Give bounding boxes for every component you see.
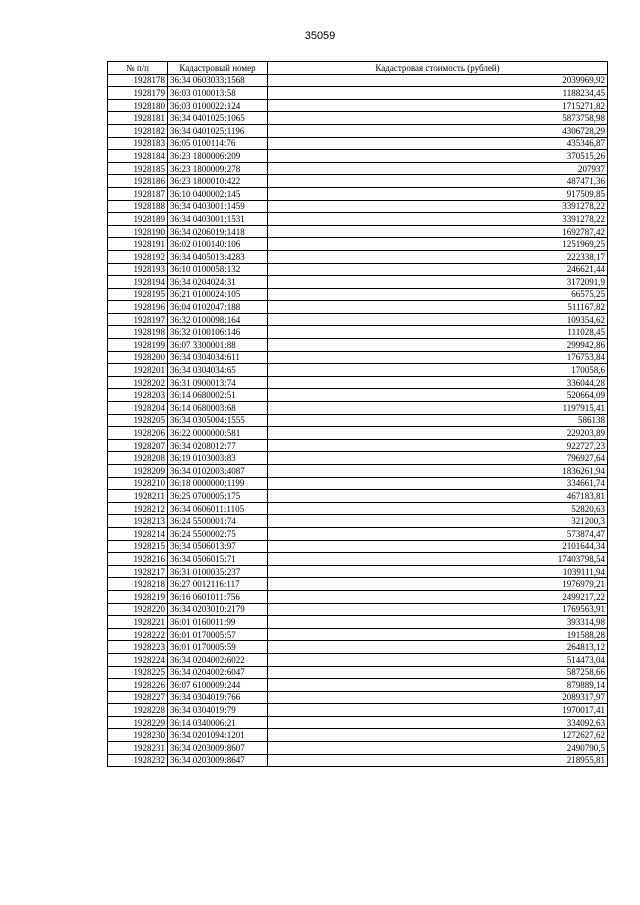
cadastral-value-cell: 264813,12 — [268, 641, 608, 654]
row-number-cell: 1928184 — [108, 150, 168, 163]
cadastral-value-cell: 586138 — [268, 414, 608, 427]
cadastral-value-cell: 334661,74 — [268, 477, 608, 490]
cadastral-number-cell: 36:10 0100058:132 — [168, 263, 268, 276]
cadastral-number-cell: 36:34 0603033:1568 — [168, 74, 268, 87]
table-row — [108, 326, 608, 339]
cadastral-value-cell: 1836261,94 — [268, 465, 608, 478]
cadastral-value-cell: 334092,63 — [268, 716, 608, 729]
row-number-cell: 1928190 — [108, 225, 168, 238]
row-number-cell: 1928230 — [108, 729, 168, 742]
table-row — [108, 213, 608, 226]
table-row — [108, 276, 608, 289]
cadastral-number-cell: 36:32 0100106:146 — [168, 326, 268, 339]
row-number-cell: 1928209 — [108, 465, 168, 478]
table-row — [108, 691, 608, 704]
table-row — [108, 666, 608, 679]
table-row — [108, 679, 608, 692]
table-row — [108, 288, 608, 301]
row-number-cell: 1928193 — [108, 263, 168, 276]
cadastral-value-cell: 1976979,21 — [268, 578, 608, 591]
row-number-cell: 1928211 — [108, 490, 168, 503]
cadastral-number-cell: 36:34 0304034:611 — [168, 351, 268, 364]
cadastral-number-cell: 36:34 0403001:1531 — [168, 213, 268, 226]
cadastral-number-cell: 36:31 0100035:237 — [168, 565, 268, 578]
table-row — [108, 754, 608, 767]
column-header-cadastral-number: Кадастровый номер — [168, 62, 268, 75]
cadastral-number-cell: 36:14 0680002:51 — [168, 389, 268, 402]
table-row — [108, 477, 608, 490]
row-number-cell: 1928202 — [108, 376, 168, 389]
column-header-number: № п/п — [108, 62, 168, 75]
table-row — [108, 616, 608, 629]
row-number-cell: 1928179 — [108, 87, 168, 100]
table-row — [108, 729, 608, 742]
row-number-cell: 1928207 — [108, 439, 168, 452]
table-row — [108, 87, 608, 100]
cadastral-value-cell: 176753,84 — [268, 351, 608, 364]
cadastral-value-cell: 796927,64 — [268, 452, 608, 465]
cadastral-value-cell: 207937 — [268, 162, 608, 175]
table-body — [108, 74, 608, 767]
table-row — [108, 351, 608, 364]
row-number-cell: 1928200 — [108, 351, 168, 364]
row-number-cell: 1928217 — [108, 565, 168, 578]
table-row — [108, 112, 608, 125]
row-number-cell: 1928189 — [108, 213, 168, 226]
cadastral-value-cell: 1039111,94 — [268, 565, 608, 578]
cadastral-number-cell: 36:34 0206019:1418 — [168, 225, 268, 238]
row-number-cell: 1928224 — [108, 653, 168, 666]
table-row — [108, 402, 608, 415]
cadastral-number-cell: 36:01 0160011:99 — [168, 616, 268, 629]
row-number-cell: 1928191 — [108, 238, 168, 251]
cadastral-value-cell: 109354,62 — [268, 313, 608, 326]
cadastral-number-cell: 36:34 0102003:4087 — [168, 465, 268, 478]
table-row — [108, 439, 608, 452]
row-number-cell: 1928221 — [108, 616, 168, 629]
table-row — [108, 603, 608, 616]
table-row — [108, 187, 608, 200]
row-number-cell: 1928220 — [108, 603, 168, 616]
cadastral-value-cell: 917509,85 — [268, 187, 608, 200]
cadastral-value-cell: 2089317,97 — [268, 691, 608, 704]
row-number-cell: 1928186 — [108, 175, 168, 188]
column-header-cadastral-value: Кадастровая стоимость (рублей) — [268, 62, 608, 75]
cadastral-number-cell: 36:34 0203009:8607 — [168, 742, 268, 755]
table-header-row — [108, 62, 608, 75]
row-number-cell: 1928185 — [108, 162, 168, 175]
cadastral-value-cell: 3391278,22 — [268, 213, 608, 226]
table-row — [108, 578, 608, 591]
cadastral-value-cell: 467183,81 — [268, 490, 608, 503]
cadastral-number-cell: 36:24 5500001:74 — [168, 515, 268, 528]
cadastral-number-cell: 36:34 0203010:2179 — [168, 603, 268, 616]
cadastral-value-cell: 111028,45 — [268, 326, 608, 339]
cadastral-value-cell: 435346,87 — [268, 137, 608, 150]
row-number-cell: 1928225 — [108, 666, 168, 679]
row-number-cell: 1928213 — [108, 515, 168, 528]
cadastral-number-cell: 36:34 0305004:1555 — [168, 414, 268, 427]
cadastral-value-cell: 321200,3 — [268, 515, 608, 528]
row-number-cell: 1928205 — [108, 414, 168, 427]
cadastral-value-cell: 3172091,9 — [268, 276, 608, 289]
cadastral-value-cell: 2039969,92 — [268, 74, 608, 87]
cadastral-number-cell: 36:14 0680003:68 — [168, 402, 268, 415]
row-number-cell: 1928232 — [108, 754, 168, 767]
table-row — [108, 200, 608, 213]
cadastral-value-cell: 1715271,82 — [268, 99, 608, 112]
table-row — [108, 376, 608, 389]
cadastral-number-cell: 36:23 1800006:209 — [168, 150, 268, 163]
cadastral-value-cell: 52820,63 — [268, 502, 608, 515]
cadastral-value-cell: 2490790,5 — [268, 742, 608, 755]
cadastral-value-cell: 222338,17 — [268, 250, 608, 263]
row-number-cell: 1928178 — [108, 74, 168, 87]
table-row — [108, 427, 608, 440]
cadastral-number-cell: 36:34 0204024:31 — [168, 276, 268, 289]
table-row — [108, 704, 608, 717]
row-number-cell: 1928194 — [108, 276, 168, 289]
cadastral-value-cell: 1970017,41 — [268, 704, 608, 717]
table-row — [108, 225, 608, 238]
cadastral-number-cell: 36:34 0403001:1459 — [168, 200, 268, 213]
cadastral-number-cell: 36:34 0506015:71 — [168, 553, 268, 566]
page-number: 35059 — [304, 30, 336, 42]
row-number-cell: 1928206 — [108, 427, 168, 440]
row-number-cell: 1928231 — [108, 742, 168, 755]
table-row — [108, 553, 608, 566]
table-row — [108, 263, 608, 276]
cadastral-value-cell: 2101644,34 — [268, 540, 608, 553]
cadastral-value-cell: 191588,28 — [268, 628, 608, 641]
table-row — [108, 301, 608, 314]
cadastral-value-cell: 5873758,98 — [268, 112, 608, 125]
row-number-cell: 1928226 — [108, 679, 168, 692]
table-row — [108, 238, 608, 251]
table-row — [108, 124, 608, 137]
cadastral-table — [107, 61, 608, 767]
cadastral-number-cell: 36:04 0102047:188 — [168, 301, 268, 314]
row-number-cell: 1928201 — [108, 364, 168, 377]
cadastral-number-cell: 36:21 0100024:105 — [168, 288, 268, 301]
table-row — [108, 389, 608, 402]
table-row — [108, 716, 608, 729]
table-row — [108, 250, 608, 263]
cadastral-value-cell: 1197915,41 — [268, 402, 608, 415]
cadastral-number-cell: 36:34 0208012:77 — [168, 439, 268, 452]
cadastral-number-cell: 36:34 0304019:79 — [168, 704, 268, 717]
row-number-cell: 1928214 — [108, 527, 168, 540]
row-number-cell: 1928210 — [108, 477, 168, 490]
table-row — [108, 339, 608, 352]
row-number-cell: 1928187 — [108, 187, 168, 200]
table-row — [108, 452, 608, 465]
table-row — [108, 653, 608, 666]
row-number-cell: 1928181 — [108, 112, 168, 125]
row-number-cell: 1928196 — [108, 301, 168, 314]
cadastral-value-cell: 17403798,54 — [268, 553, 608, 566]
row-number-cell: 1928188 — [108, 200, 168, 213]
cadastral-value-cell: 487471,36 — [268, 175, 608, 188]
table-row — [108, 540, 608, 553]
cadastral-number-cell: 36:05 0100114:76 — [168, 137, 268, 150]
cadastral-value-cell: 336044,28 — [268, 376, 608, 389]
cadastral-number-cell: 36:23 1800009:278 — [168, 162, 268, 175]
table-row — [108, 590, 608, 603]
table-row — [108, 465, 608, 478]
row-number-cell: 1928219 — [108, 590, 168, 603]
row-number-cell: 1928222 — [108, 628, 168, 641]
cadastral-value-cell: 218955,81 — [268, 754, 608, 767]
cadastral-value-cell: 573874,47 — [268, 527, 608, 540]
cadastral-number-cell: 36:02 0100140:106 — [168, 238, 268, 251]
row-number-cell: 1928198 — [108, 326, 168, 339]
cadastral-value-cell: 1692787,42 — [268, 225, 608, 238]
cadastral-value-cell: 299942,86 — [268, 339, 608, 352]
row-number-cell: 1928199 — [108, 339, 168, 352]
cadastral-value-cell: 1188234,45 — [268, 87, 608, 100]
cadastral-number-cell: 36:07 6100009:244 — [168, 679, 268, 692]
cadastral-number-cell: 36:18 0000000:1199 — [168, 477, 268, 490]
table-row — [108, 515, 608, 528]
row-number-cell: 1928182 — [108, 124, 168, 137]
cadastral-value-cell: 229203,89 — [268, 427, 608, 440]
cadastral-value-cell: 587258,66 — [268, 666, 608, 679]
table-row — [108, 565, 608, 578]
row-number-cell: 1928208 — [108, 452, 168, 465]
row-number-cell: 1928212 — [108, 502, 168, 515]
cadastral-number-cell: 36:34 0401025:1065 — [168, 112, 268, 125]
table-row — [108, 150, 608, 163]
cadastral-value-cell: 514473,04 — [268, 653, 608, 666]
table-row — [108, 490, 608, 503]
cadastral-number-cell: 36:24 5500002:75 — [168, 527, 268, 540]
table-row — [108, 742, 608, 755]
row-number-cell: 1928195 — [108, 288, 168, 301]
table-row — [108, 74, 608, 87]
cadastral-value-cell: 3391278,22 — [268, 200, 608, 213]
table-row — [108, 641, 608, 654]
cadastral-number-cell: 36:34 0606011:1105 — [168, 502, 268, 515]
table-row — [108, 502, 608, 515]
cadastral-value-cell: 2499217,22 — [268, 590, 608, 603]
row-number-cell: 1928223 — [108, 641, 168, 654]
cadastral-number-cell: 36:10 0400002:145 — [168, 187, 268, 200]
cadastral-number-cell: 36:34 0203009:8647 — [168, 754, 268, 767]
cadastral-value-cell: 520664,09 — [268, 389, 608, 402]
cadastral-number-cell: 36:34 0201094:1201 — [168, 729, 268, 742]
cadastral-number-cell: 36:23 1800010:422 — [168, 175, 268, 188]
cadastral-number-cell: 36:34 0204002:6022 — [168, 653, 268, 666]
cadastral-value-cell: 1769563,91 — [268, 603, 608, 616]
cadastral-value-cell: 879889,14 — [268, 679, 608, 692]
row-number-cell: 1928180 — [108, 99, 168, 112]
cadastral-number-cell: 36:34 0304019:766 — [168, 691, 268, 704]
table-row — [108, 364, 608, 377]
table-row — [108, 628, 608, 641]
table-row — [108, 175, 608, 188]
cadastral-number-cell: 36:32 0100098:164 — [168, 313, 268, 326]
cadastral-number-cell: 36:34 0405013:4283 — [168, 250, 268, 263]
row-number-cell: 1928183 — [108, 137, 168, 150]
cadastral-number-cell: 36:01 0170005:57 — [168, 628, 268, 641]
cadastral-number-cell: 36:01 0170005:59 — [168, 641, 268, 654]
row-number-cell: 1928204 — [108, 402, 168, 415]
row-number-cell: 1928216 — [108, 553, 168, 566]
cadastral-value-cell: 393314,98 — [268, 616, 608, 629]
row-number-cell: 1928192 — [108, 250, 168, 263]
cadastral-value-cell: 1272627,62 — [268, 729, 608, 742]
cadastral-number-cell: 36:34 0304034:65 — [168, 364, 268, 377]
row-number-cell: 1928218 — [108, 578, 168, 591]
cadastral-number-cell: 36:27 0012116:117 — [168, 578, 268, 591]
table-row — [108, 162, 608, 175]
cadastral-number-cell: 36:03 0100013:58 — [168, 87, 268, 100]
cadastral-number-cell: 36:34 0401025:1196 — [168, 124, 268, 137]
cadastral-value-cell: 511167,82 — [268, 301, 608, 314]
cadastral-number-cell: 36:31 0900013:74 — [168, 376, 268, 389]
cadastral-value-cell: 370515,26 — [268, 150, 608, 163]
table-row — [108, 313, 608, 326]
row-number-cell: 1928229 — [108, 716, 168, 729]
cadastral-number-cell: 36:25 0700005:175 — [168, 490, 268, 503]
cadastral-value-cell: 66575,25 — [268, 288, 608, 301]
table-row — [108, 137, 608, 150]
table-row — [108, 99, 608, 112]
table-row — [108, 414, 608, 427]
cadastral-value-cell: 1251969,25 — [268, 238, 608, 251]
cadastral-number-cell: 36:22 0000000:581 — [168, 427, 268, 440]
cadastral-value-cell: 170058,6 — [268, 364, 608, 377]
cadastral-number-cell: 36:19 0103003:83 — [168, 452, 268, 465]
table-row — [108, 527, 608, 540]
cadastral-value-cell: 4306728,29 — [268, 124, 608, 137]
cadastral-number-cell: 36:07 3300001:88 — [168, 339, 268, 352]
cadastral-number-cell: 36:14 0340006:21 — [168, 716, 268, 729]
cadastral-number-cell: 36:34 0204002:6047 — [168, 666, 268, 679]
cadastral-value-cell: 246621,44 — [268, 263, 608, 276]
cadastral-number-cell: 36:03 0100022:124 — [168, 99, 268, 112]
row-number-cell: 1928203 — [108, 389, 168, 402]
row-number-cell: 1928227 — [108, 691, 168, 704]
row-number-cell: 1928228 — [108, 704, 168, 717]
row-number-cell: 1928215 — [108, 540, 168, 553]
cadastral-value-cell: 922727,23 — [268, 439, 608, 452]
cadastral-number-cell: 36:16 0601011:756 — [168, 590, 268, 603]
row-number-cell: 1928197 — [108, 313, 168, 326]
cadastral-number-cell: 36:34 0506013:97 — [168, 540, 268, 553]
